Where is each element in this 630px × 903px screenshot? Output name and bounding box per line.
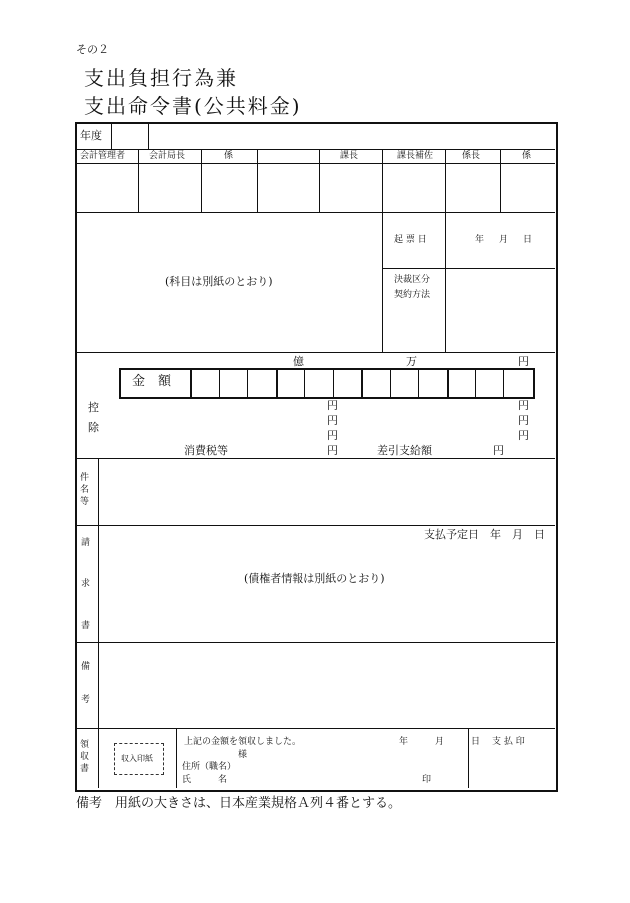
subject-name-label-2: 名	[80, 485, 90, 495]
subject-note: (科目は別紙のとおり)	[165, 275, 273, 288]
deduction-label-1: 控	[88, 401, 99, 414]
unit-oku: 億	[293, 355, 304, 368]
deduction-yen-2: 円	[327, 414, 338, 427]
title-line-2: 支出命令書(公共料金)	[84, 94, 302, 118]
creditor-note: (債権者情報は別紙のとおり)	[244, 572, 385, 585]
approval-staff-2: 係	[522, 151, 532, 161]
form-frame	[75, 122, 558, 792]
deduction-yen-3: 円	[327, 429, 338, 442]
receipt-label-2: 収	[80, 752, 90, 762]
voucher-date-value: 年 月 日	[475, 235, 536, 245]
net-label: 差引支給額	[377, 444, 432, 457]
name-label: 氏 名	[182, 775, 228, 785]
approval-unit-chief: 係長	[462, 151, 481, 161]
page-label: その２	[76, 43, 109, 56]
tax-label: 消費税等	[184, 444, 228, 457]
contract-label: 契約方法	[394, 290, 431, 300]
subject-name-label-3: 等	[80, 497, 90, 507]
unit-yen-top: 円	[518, 355, 529, 368]
deduction-label-2: 除	[88, 421, 99, 434]
approval-assistant-chief: 課長補佐	[397, 151, 434, 161]
stamp-label: 収入印紙	[121, 754, 153, 763]
approval-staff-1: 係	[224, 151, 234, 161]
seal-label: 印	[422, 775, 432, 785]
payment-due-label: 支払予定日 年 月 日	[424, 528, 545, 541]
deduction-yen-4: 円	[518, 399, 529, 412]
footer-note: 備考 用紙の大きさは、日本産業規格Ａ列４番とする。	[76, 796, 402, 811]
net-yen: 円	[493, 444, 504, 457]
invoice-label-1: 請	[81, 538, 91, 548]
receipt-label-3: 書	[80, 764, 90, 774]
deduction-yen-1: 円	[327, 399, 338, 412]
unit-man: 万	[406, 355, 417, 368]
approval-accounting-manager: 会計管理者	[80, 151, 126, 161]
decision-label: 決裁区分	[394, 275, 431, 285]
payment-seal-label: 支 払 印	[492, 737, 525, 747]
deduction-yen-5: 円	[518, 414, 529, 427]
fiscal-year-label: 年度	[80, 129, 102, 142]
title-line-1: 支出負担行為兼	[84, 66, 238, 90]
tax-yen: 円	[327, 444, 338, 457]
address-label: 住所（職名）	[182, 762, 237, 772]
invoice-label-2: 求	[81, 579, 91, 589]
approval-section-chief: 課長	[340, 151, 359, 161]
remarks-label-2: 考	[81, 695, 91, 705]
deduction-yen-6: 円	[518, 429, 529, 442]
approval-accounting-bureau-chief: 会計局長	[149, 151, 186, 161]
receipt-label-1: 領	[80, 740, 90, 750]
voucher-date-label: 起 票 日	[394, 235, 427, 245]
receipt-date: 年 月 日	[399, 737, 484, 747]
receipt-text: 上記の金額を領収しました。	[184, 737, 302, 747]
invoice-label-3: 書	[81, 621, 91, 631]
amount-box	[119, 368, 535, 399]
subject-name-label-1: 件	[80, 473, 90, 483]
remarks-label-1: 備	[81, 662, 91, 672]
sama-label: 様	[238, 750, 248, 760]
amount-label: 金 額	[132, 374, 172, 389]
